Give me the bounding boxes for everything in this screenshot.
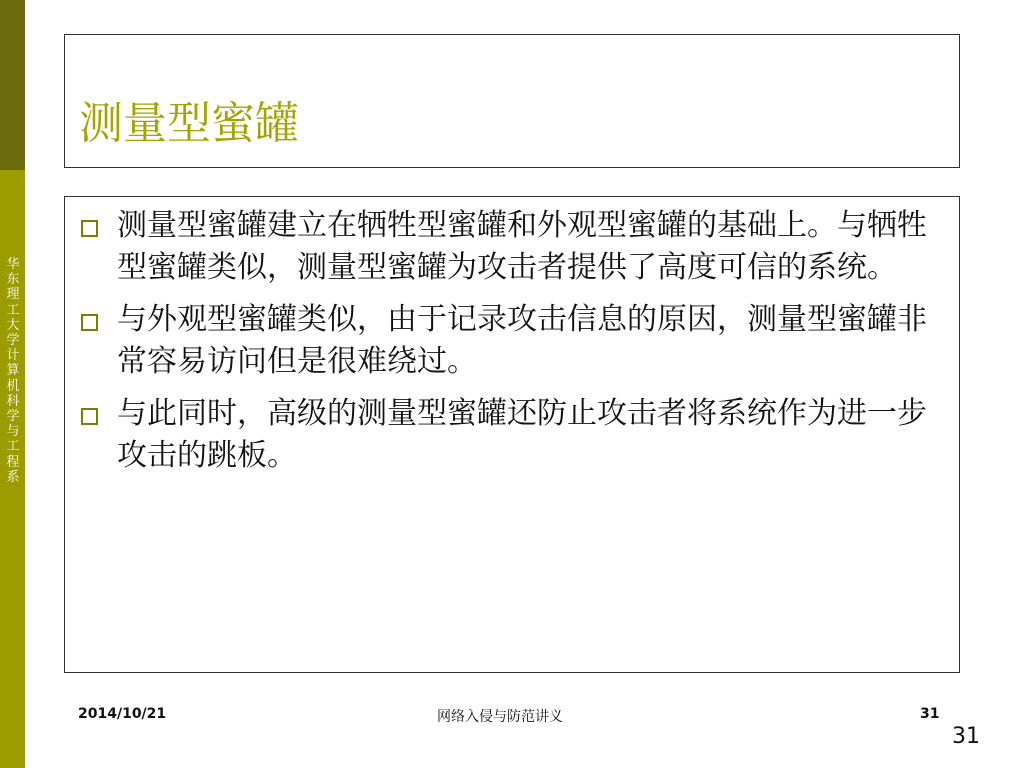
left-sidebar-band <box>0 0 25 768</box>
bullet-item <box>75 393 951 477</box>
sidebar-top-band <box>0 0 25 170</box>
hollow-square-bullet-icon <box>81 220 98 237</box>
bullet-text: 与外观型蜜罐类似，由于记录攻击信息的原因，测量型蜜罐非常容易访问但是很难绕过。 <box>117 302 927 379</box>
footer-title: 网络入侵与防范讲义 <box>437 709 563 725</box>
bullet-text: 与此同时，高级的测量型蜜罐还防止攻击者将系统作为进一步攻击的跳板。 <box>117 396 927 473</box>
bullet-text: 测量型蜜罐建立在牺牲型蜜罐和外观型蜜罐的基础上。与牺牲型蜜罐类似，测量型蜜罐为攻击者提供了高度可信的系统。 <box>117 208 927 285</box>
bullet-list <box>75 205 951 487</box>
hollow-square-bullet-icon <box>81 314 98 331</box>
bullet-item <box>75 299 951 383</box>
slide-number: 31 <box>952 724 980 749</box>
hollow-square-bullet-icon <box>81 408 98 425</box>
footer-date: 2014/10/21 <box>78 706 167 722</box>
content-box <box>64 196 960 673</box>
footer-page-number: 31 <box>920 706 940 722</box>
sidebar-institution-text: 华东理工大学计算机科学与工程系 <box>6 257 20 485</box>
slide-title: 测量型蜜罐 <box>79 98 299 149</box>
bullet-item <box>75 205 951 289</box>
title-box <box>64 34 960 168</box>
